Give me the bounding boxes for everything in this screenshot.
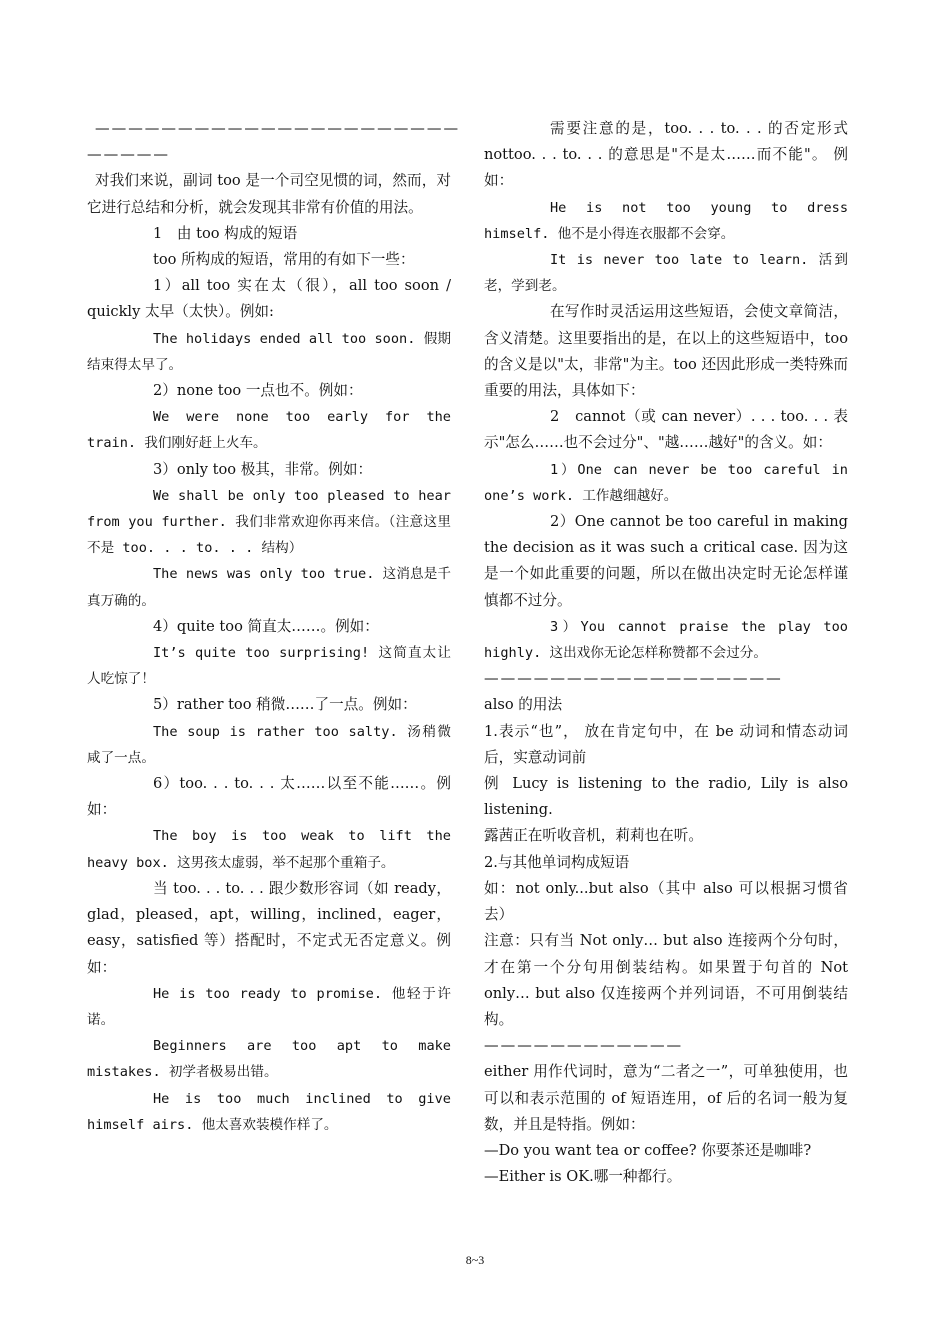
separator-line: ————— [87, 146, 170, 164]
example-sentence: The holidays ended all too soon. 假期结束得太早了。 [87, 330, 451, 373]
example-sentence: He is not too young to dress himself. 他不是小得连衣服都不会穿。 [484, 199, 848, 242]
intro-paragraph: 对我们来说，副词 too 是一个司空见惯的词，然而，对它进行总结和分析，就会发现其非常有价值的用法。 [87, 172, 451, 216]
example-sentence: It is never too late to learn. 活到老，学到老。 [484, 252, 848, 295]
separator-line: —————————————————— [484, 670, 783, 688]
body-paragraph: either 用作代词时，意为“二者之一”，可单独使用，也可以和表示范围的 of 短语连用，of 后的名词一般为复数，并且是特指。例如： [484, 1063, 848, 1133]
list-item: 4）quite too 简直太……。例如： [153, 617, 379, 635]
example-sentence: 2）One cannot be too careful in making the decision as it was such a critical case. 因为这是一个如此重要的问题，所以在做出决定时无论怎样谨慎都不过分。 [484, 513, 848, 609]
example-sentence: The soup is rather too salty. 汤稍微咸了一点。 [87, 723, 451, 766]
example-sentence: The boy is too weak to lift the heavy box. 这男孩太虚弱，举不起那个重箱子。 [87, 828, 451, 871]
list-item: 2）none too 一点也不。例如： [153, 382, 363, 400]
example-translation: 露茜正在听收音机，莉莉也在听。 [484, 827, 703, 845]
example-sentence: We shall be only too pleased to hear from you further. 我们非常欢迎你再来信。（注意这里不是 too. . . to. . . 结构） [87, 487, 451, 557]
body-paragraph: 如：not only...but also（其中 also 可以根据习惯省去） [484, 879, 848, 924]
example-sentence: 例 Lucy is listening to the radio, Lily is also listening. [484, 775, 848, 819]
body-paragraph: 在写作时灵活运用这些短语，会使文章简洁，含义清楚。这里要指出的是，在以上的这些短语中，too 的含义是以"太，非常"为主。too 还因此形成一类特殊而重要的用法，具体如下： [484, 303, 848, 400]
page-number: 8~3 [465, 1253, 485, 1267]
section-heading: also 的用法 [484, 696, 563, 714]
list-item: 5）rather too 稍微……了一点。例如： [153, 696, 417, 714]
example-sentence: We were none too early for the train. 我们刚好赶上火车。 [87, 409, 451, 452]
example-sentence: 3）You cannot praise the play too highly. 这出戏你无论怎样称赞都不会过分。 [484, 618, 848, 662]
example-sentence: Beginners are too apt to make mistakes. 初学者极易出错。 [87, 1038, 451, 1081]
list-item: 1）all too 实在太（很），all too soon / quickly 太早（太快）。例如: [87, 277, 451, 321]
right-column [484, 116, 848, 1190]
example-sentence: —Do you want tea or coffee? 你要茶还是咖啡? [484, 1141, 812, 1159]
example-sentence: 1）One can never be too careful in one’s work. 工作越细越好。 [484, 461, 848, 504]
body-paragraph: 需要注意的是，too. . . to. . . 的否定形式 nottoo. . . to. . . 的意思是"不是太……而不能"。 例如： [484, 120, 848, 190]
note-paragraph: 注意：只有当 Not only… but also 连接两个分句时，才在第一个分句用倒装结构。如果置于句首的 Not only… but also 仅连接两个并列词语，不可用倒装结构。 [484, 932, 848, 1028]
section-heading: 2 cannot（或 can never）. . . too. . . 表示"怎么……也不会过分"、"越……越好"的含义。如： [484, 408, 848, 452]
example-sentence: It’s quite too surprising! 这简直太让人吃惊了！ [87, 645, 451, 688]
body-paragraph: 2.与其他单词构成短语 [484, 853, 630, 871]
body-paragraph: 当 too. . . to. . . 跟少数形容词（如 ready， glad，pleased，apt，willing，inclined，eager， easy，satisfied 等）搭配时，不定式无否定意义。例如： [87, 879, 451, 976]
example-sentence: He is too ready to promise. 他轻于许诺。 [87, 985, 451, 1028]
separator-line: ———————————— [484, 1037, 684, 1055]
example-sentence: —Either is OK.哪一种都行。 [484, 1168, 682, 1186]
example-sentence: He is too much inclined to give himself airs. 他太喜欢装模作样了。 [87, 1090, 451, 1133]
body-paragraph: too 所构成的短语，常用的有如下一些： [153, 251, 415, 269]
section-heading: 1 由 too 构成的短语 [153, 224, 298, 242]
list-item: 3）only too 极其，非常。例如： [153, 460, 373, 478]
example-sentence: The news was only too true. 这消息是千真万确的。 [87, 566, 451, 609]
body-paragraph: 1.表示“也”， 放在肯定句中，在 be 动词和情态动词后，实意动词前 [484, 722, 848, 766]
left-column [87, 116, 461, 1138]
separator-line: —————————————————————— [95, 120, 461, 137]
list-item: 6）too. . . to. . . 太……以至不能……。例如： [87, 775, 451, 819]
